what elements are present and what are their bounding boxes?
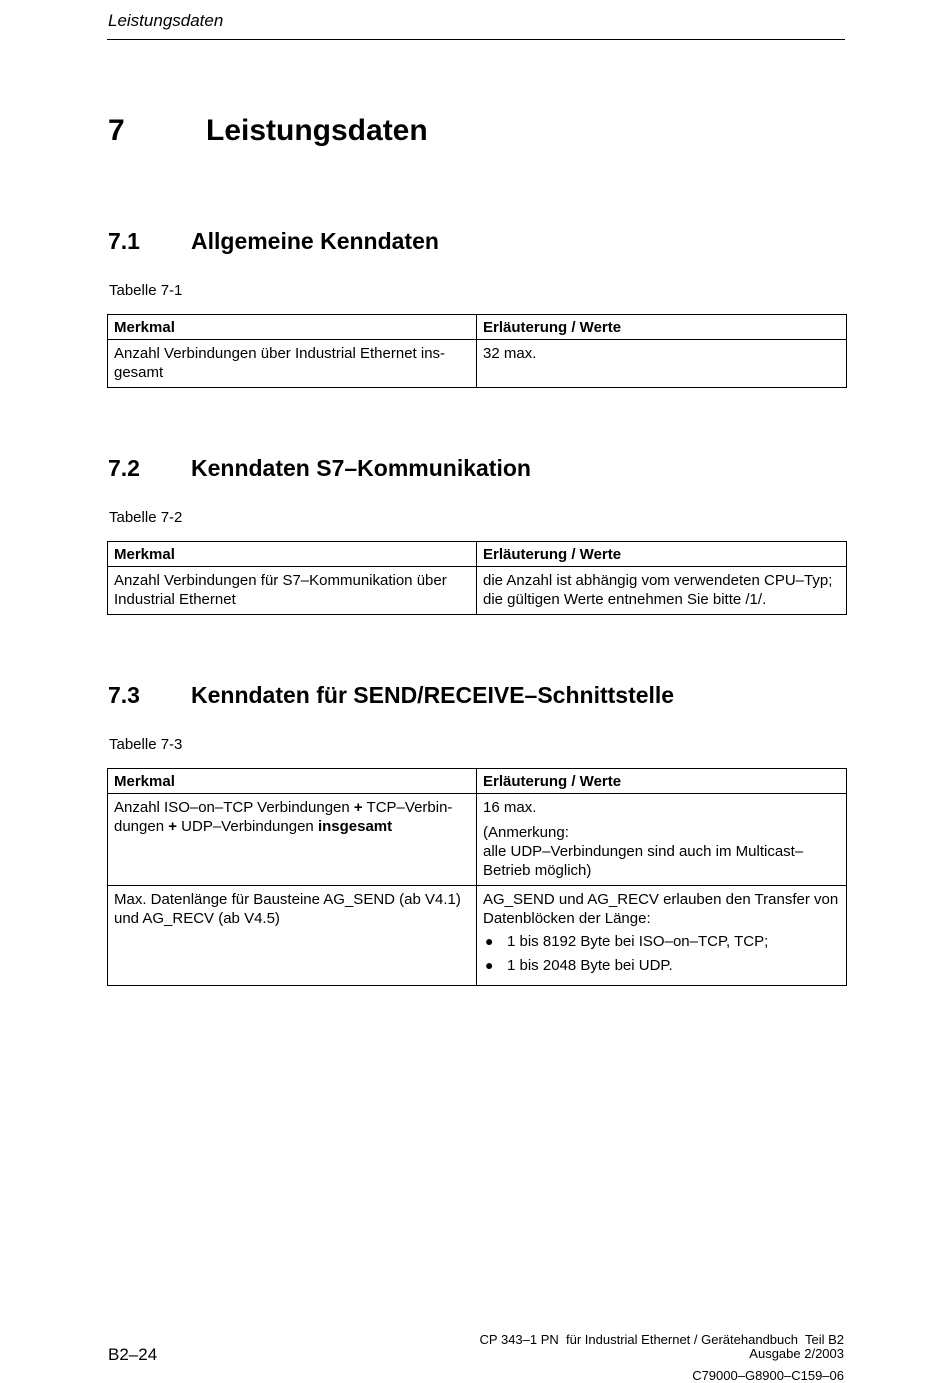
header-rule	[107, 39, 845, 40]
feature-cell	[108, 794, 477, 886]
emphasis-text: insgesamt	[317, 818, 393, 835]
feature-cell: Anzahl Verbindungen für S7–Kommunikation über Industrial Ethernet	[108, 567, 477, 615]
table-caption: Tabelle 7-2	[109, 509, 183, 526]
value-cell	[477, 794, 847, 886]
table-7-3	[107, 768, 847, 986]
section-number: 7.1	[108, 228, 140, 254]
table-caption: Tabelle 7-1	[109, 282, 183, 299]
footer-manual-info	[480, 1333, 844, 1361]
note-label: (Anmerkung:	[483, 824, 569, 841]
bullet-dot-icon: ●	[485, 933, 494, 949]
feature-cell: Max. Datenlänge für Bausteine AG_SEND (ab V4.1) und AG_RECV (ab V4.5)	[108, 886, 477, 986]
value-paragraph: AG_SEND und AG_RECV erlauben den Transfer von Datenblöcken der Länge:	[483, 891, 839, 927]
col-header-feature: Merkmal	[108, 769, 477, 794]
feature-cell: Anzahl Verbindungen über Industrial Ethernet ins-gesamt	[108, 340, 477, 388]
value-cell: 32 max.	[477, 340, 847, 388]
table-row	[108, 567, 847, 615]
table-7-2	[107, 541, 847, 615]
table-row	[108, 340, 847, 388]
bullet-list	[483, 932, 840, 975]
col-header-feature: Merkmal	[108, 542, 477, 567]
note-text: alle UDP–Verbindungen sind auch im Multicast–Betrieb möglich)	[483, 843, 804, 879]
page-number: B2–24	[108, 1345, 158, 1364]
feature-text: UDP–Verbindungen	[177, 818, 318, 835]
manual-title: CP 343–1 PN für Industrial Ethernet / Gerätehandbuch Teil B2	[479, 1332, 844, 1347]
list-item-text: 1 bis 2048 Byte bei UDP.	[507, 957, 673, 974]
feature-text: TCP–Verbin-dungen	[114, 799, 453, 835]
table-header-row	[108, 542, 847, 567]
value-paragraph: 16 max.	[483, 799, 537, 816]
table-caption: Tabelle 7-3	[109, 736, 183, 753]
running-header: Leistungsdaten	[108, 11, 224, 30]
section-title: Kenndaten für SEND/RECEIVE–Schnittstelle	[191, 682, 675, 708]
table-row	[108, 794, 847, 886]
chapter-number: 7	[108, 114, 125, 147]
table-header-row	[108, 315, 847, 340]
plus-sign: +	[353, 799, 363, 816]
section-title: Kenndaten S7–Kommunikation	[191, 455, 531, 481]
plus-sign: +	[168, 818, 177, 835]
table-7-1	[107, 314, 847, 388]
document-code: C79000–G8900–C159–06	[692, 1368, 844, 1383]
chapter-title: Leistungsdaten	[206, 114, 428, 147]
table-header-row	[108, 769, 847, 794]
bullet-dot-icon: ●	[485, 957, 494, 973]
section-title: Allgemeine Kenndaten	[191, 228, 439, 254]
col-header-value: Erläuterung / Werte	[477, 769, 847, 794]
col-header-feature: Merkmal	[108, 315, 477, 340]
col-header-value: Erläuterung / Werte	[477, 542, 847, 567]
value-cell	[477, 886, 847, 986]
table-row	[108, 886, 847, 986]
note-paragraph	[483, 823, 840, 880]
feature-text: Anzahl ISO–on–TCP Verbindungen	[114, 799, 354, 816]
list-item-text: 1 bis 8192 Byte bei ISO–on–TCP, TCP;	[507, 933, 769, 950]
edition: Ausgabe 2/2003	[749, 1346, 844, 1361]
section-number: 7.2	[108, 455, 140, 481]
list-item	[483, 956, 840, 975]
section-number: 7.3	[108, 682, 140, 708]
value-cell: die Anzahl ist abhängig vom verwendeten CPU–Typ; die gültigen Werte entnehmen Sie bitte /1/.	[477, 567, 847, 615]
list-item	[483, 932, 840, 951]
col-header-value: Erläuterung / Werte	[477, 315, 847, 340]
